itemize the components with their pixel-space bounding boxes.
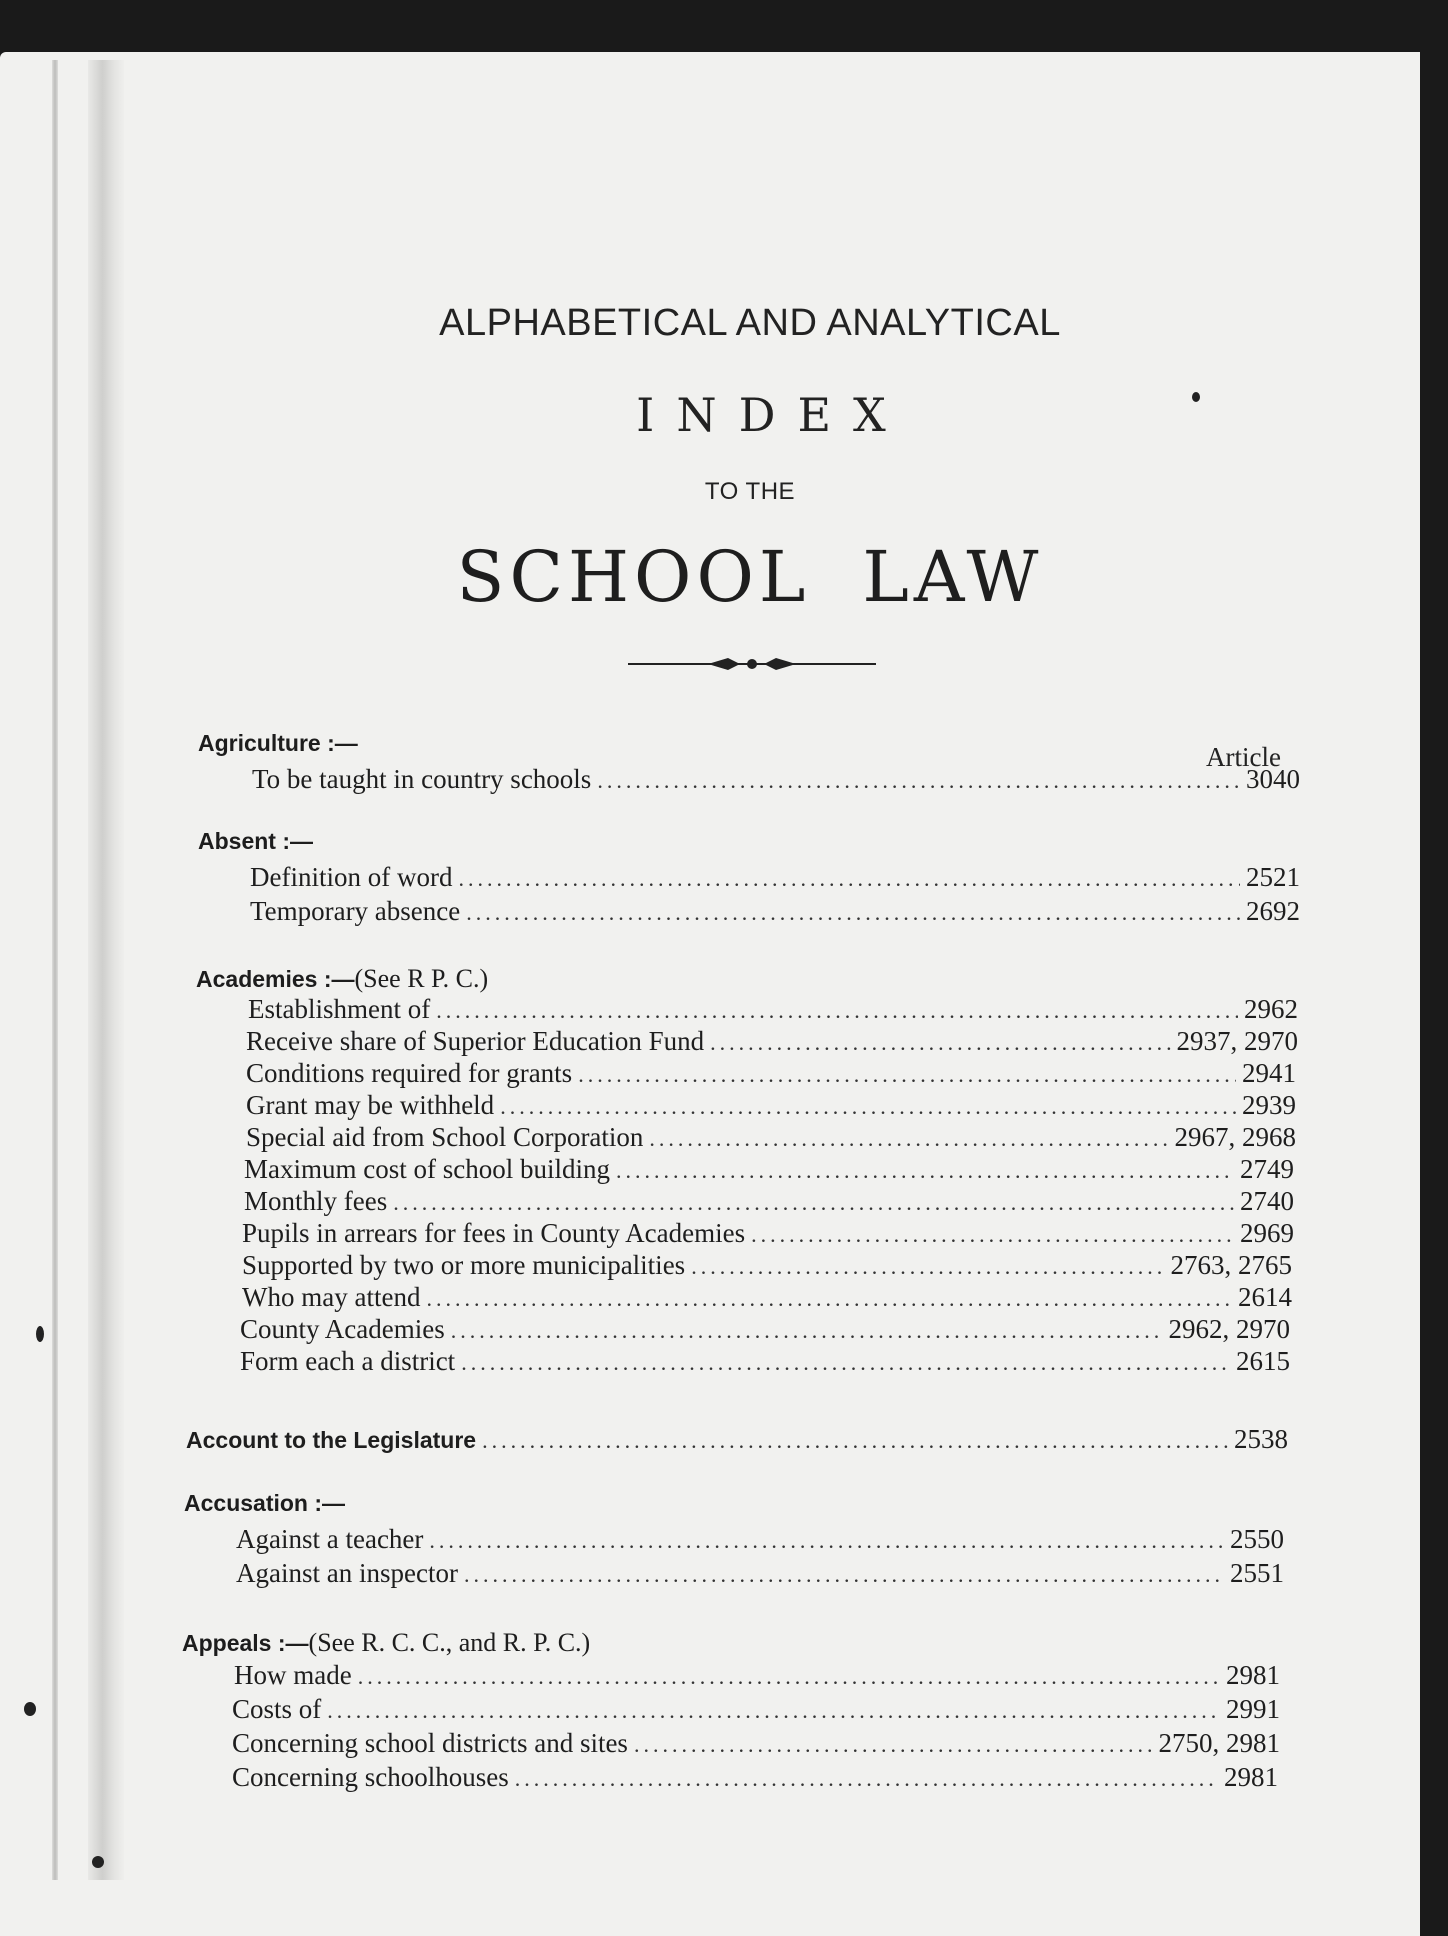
index-entry: Pupils in arrears for fees in County Academies ..... 2969 bbox=[242, 1218, 1294, 1252]
index-entry: Who may attend ..... 2614 bbox=[242, 1282, 1292, 1316]
ornament-divider bbox=[628, 652, 876, 676]
section-heading-account: Account to the Legislature ..... 2538 bbox=[186, 1424, 1288, 1458]
index-entry: Special aid from School Corporation ..... 2967, 2968 bbox=[246, 1122, 1296, 1156]
index-entry: Conditions required for grants ..... 2941 bbox=[246, 1058, 1296, 1092]
scan-speck bbox=[1192, 392, 1200, 402]
index-entry: Receive share of Superior Education Fund ..... 2937, 2970 bbox=[246, 1026, 1298, 1060]
index-entry: Maximum cost of school building ..... 2749 bbox=[244, 1154, 1294, 1188]
index-entry: Costs of ..... 2991 bbox=[232, 1694, 1280, 1728]
index-entry: Form each a district ..... 2615 bbox=[240, 1346, 1290, 1380]
index-entry: Against an inspector ..... 2551 bbox=[236, 1558, 1284, 1592]
index-entry: Definition of word ..... 2521 bbox=[250, 862, 1300, 896]
title-line-1: ALPHABETICAL AND ANALYTICAL bbox=[439, 302, 1061, 344]
scan-speck bbox=[92, 1856, 104, 1868]
index-entry: Establishment of ..... 2962 bbox=[248, 994, 1298, 1028]
title-line-3: TO THE bbox=[704, 478, 796, 505]
index-entry: Supported by two or more municipalities ..... 2763, 2765 bbox=[242, 1250, 1292, 1284]
title-school-law bbox=[300, 536, 1200, 618]
index-entry: Concerning schoolhouses ..... 2981 bbox=[232, 1762, 1278, 1796]
title-school: SCHOOL bbox=[456, 536, 811, 618]
index-entry: County Academies ..... 2962, 2970 bbox=[240, 1314, 1290, 1348]
scan-speck bbox=[24, 1702, 36, 1716]
index-entry: Concerning school districts and sites ..... 2750, 2981 bbox=[232, 1728, 1280, 1762]
page-gutter-shadow bbox=[88, 60, 124, 1880]
index-entry: Grant may be withheld ..... 2939 bbox=[246, 1090, 1296, 1124]
index-entry: Monthly fees ..... 2740 bbox=[244, 1186, 1294, 1220]
section-heading-absent: Absent :— bbox=[198, 828, 313, 854]
title-law: LAW bbox=[862, 536, 1044, 618]
section-heading-accusation: Accusation :— bbox=[184, 1490, 346, 1516]
section-heading-agriculture: Agriculture :— bbox=[198, 730, 358, 756]
title-index: INDEX bbox=[636, 388, 908, 442]
page-spine-shadow bbox=[52, 60, 58, 1880]
index-entry: To be taught in country schools ..... 3040 bbox=[252, 764, 1300, 798]
index-entry: Temporary absence ..... 2692 bbox=[250, 896, 1300, 930]
scan-speck bbox=[36, 1326, 44, 1342]
index-entry: How made ..... 2981 bbox=[234, 1660, 1280, 1694]
column-heading-article: Article bbox=[1206, 742, 1281, 772]
section-heading-academies: Academies :—(See R P. C.) bbox=[196, 964, 489, 993]
section-heading-appeals: Appeals :—(See R. C. C., and R. P. C.) bbox=[182, 1628, 591, 1657]
index-entry: Against a teacher ..... 2550 bbox=[236, 1524, 1284, 1558]
